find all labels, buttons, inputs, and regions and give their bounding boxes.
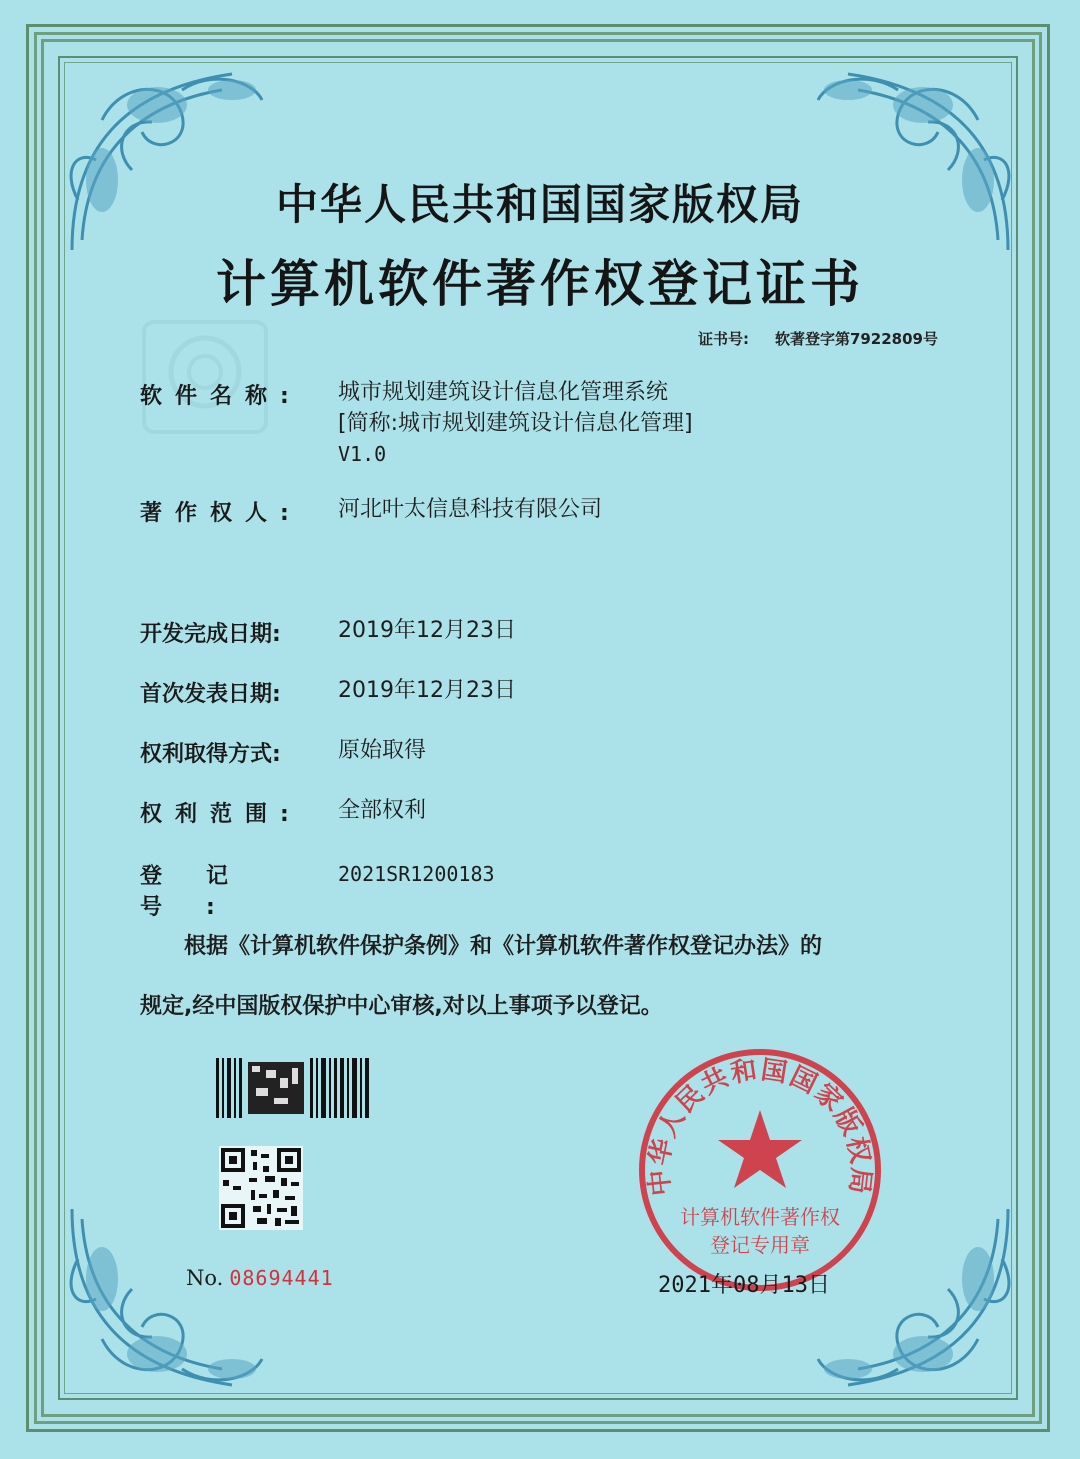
software-name-line1: 城市规划建筑设计信息化管理系统 bbox=[338, 380, 669, 405]
completion-date-value: 2019年12月23日 bbox=[338, 618, 516, 643]
seal-line2: 登记专用章 bbox=[710, 1233, 810, 1257]
software-version: V1.0 bbox=[338, 442, 387, 466]
statement-line1: 根据《计算机软件保护条例》和《计算机软件著作权登记办法》的 bbox=[184, 934, 823, 959]
serial-number bbox=[186, 1266, 334, 1290]
field-registration-number bbox=[140, 859, 336, 921]
scope-of-rights-value: 全部权利 bbox=[338, 798, 427, 823]
certificate-number bbox=[698, 328, 938, 349]
copyright-holder-label: 著作权人: bbox=[140, 501, 302, 526]
registration-number-label: 登记号: bbox=[140, 864, 273, 920]
statement-line2: 规定,经中国版权保护中心审核,对以上事项予以登记。 bbox=[140, 994, 663, 1019]
issue-date: 2021年08月13日 bbox=[658, 1273, 830, 1298]
software-name-label: 软件名称: bbox=[140, 384, 302, 409]
software-name-value bbox=[338, 377, 693, 470]
copyright-holder-value: 河北叶太信息科技有限公司 bbox=[338, 497, 603, 522]
certificate-number-label: 证书号: bbox=[697, 330, 749, 348]
certificate-title: 计算机软件著作权登记证书 bbox=[216, 254, 864, 313]
software-name-line2: [简称:城市规划建筑设计信息化管理] bbox=[338, 411, 693, 436]
acquisition-method-value: 原始取得 bbox=[338, 738, 427, 763]
scope-of-rights-label: 权利范围: bbox=[140, 802, 302, 827]
serial-value: 08694441 bbox=[229, 1266, 334, 1290]
registration-number-value: 2021SR1200183 bbox=[338, 862, 495, 886]
field-copyright-holder bbox=[140, 496, 336, 527]
field-acquisition-method bbox=[140, 737, 336, 768]
official-seal-icon bbox=[630, 1040, 890, 1300]
field-software-name bbox=[140, 379, 336, 410]
publication-date-value: 2019年12月23日 bbox=[338, 678, 516, 703]
serial-prefix: No. bbox=[186, 1266, 224, 1290]
seal-ring-text: 中华人民共和国国家版权局 bbox=[644, 1055, 876, 1198]
field-publication-date bbox=[140, 677, 336, 708]
publication-date-label: 首次发表日期: bbox=[140, 682, 281, 707]
certificate-number-value: 软著登字第7922809号 bbox=[774, 330, 938, 348]
acquisition-method-label: 权利取得方式: bbox=[140, 742, 281, 767]
field-scope-of-rights bbox=[140, 797, 336, 828]
issuing-authority: 中华人民共和国国家版权局 bbox=[275, 180, 804, 229]
completion-date-label: 开发完成日期: bbox=[140, 622, 281, 647]
watermark-emblem-icon bbox=[140, 318, 270, 436]
barcode-icon bbox=[216, 1058, 372, 1118]
qr-code-icon bbox=[219, 1146, 303, 1230]
field-completion-date bbox=[140, 617, 336, 648]
seal-line1: 计算机软件著作权 bbox=[680, 1205, 840, 1229]
